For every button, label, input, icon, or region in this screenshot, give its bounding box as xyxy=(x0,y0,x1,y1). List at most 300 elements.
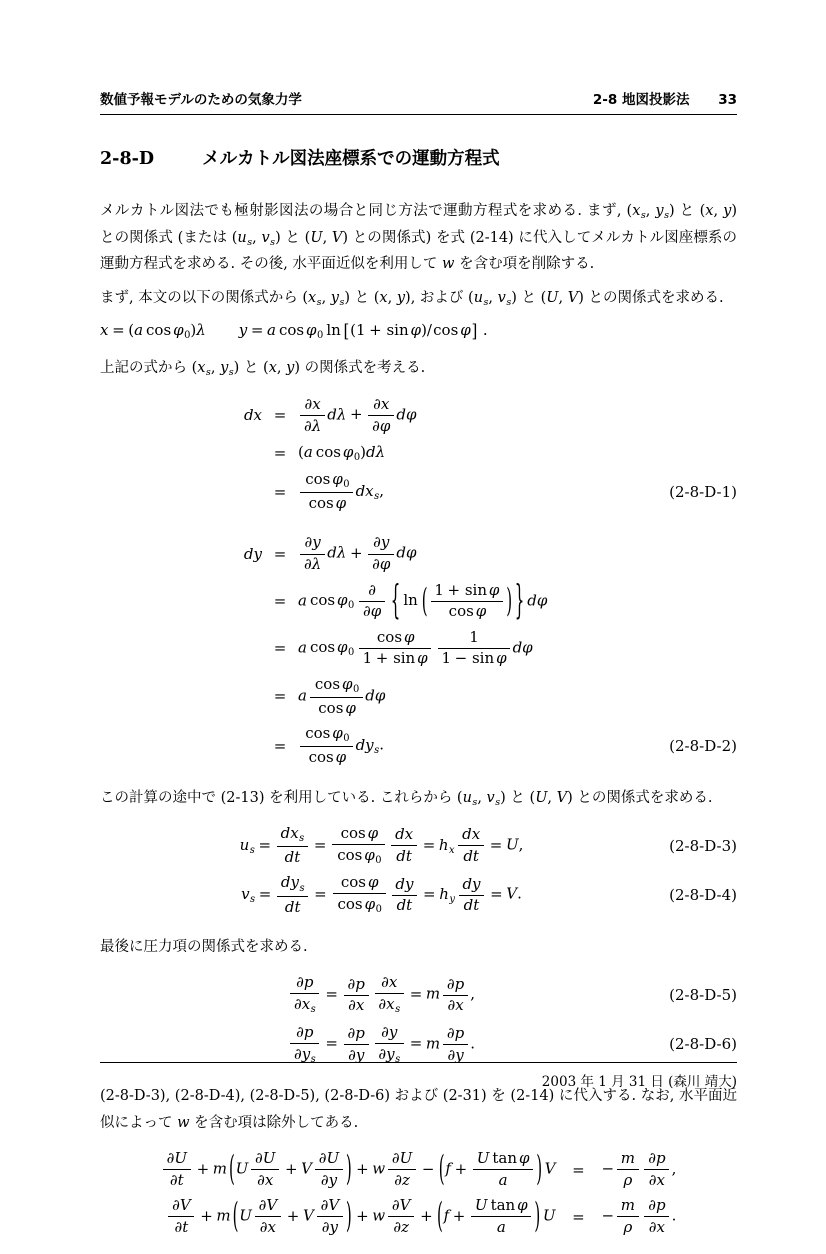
math-var-base: φ xyxy=(337,638,348,657)
math-denominator xyxy=(471,1217,531,1236)
math-var-base: φ xyxy=(332,724,343,743)
math-text: . xyxy=(478,321,488,340)
math-subscript: s xyxy=(205,367,211,379)
math-var: ∂y xyxy=(373,533,390,552)
math-denominator xyxy=(163,1170,191,1189)
math-var xyxy=(463,790,478,806)
math-var: φ xyxy=(335,748,347,767)
equation-number: (2-8-D-2) xyxy=(669,736,737,755)
math-var: ∂φ xyxy=(372,555,391,574)
equation-lhs xyxy=(100,467,262,516)
math-text: . xyxy=(379,735,384,754)
math-var: U xyxy=(474,1196,488,1215)
math-numerator xyxy=(368,396,394,416)
math-var: ∂U xyxy=(254,1149,276,1168)
math-text: ) との関係式) を式 (2-14) に代入してメルカトル図座標系の運動方程式を求める. その後, 水平面近似を利用して xyxy=(100,229,738,273)
equation-relation: = xyxy=(273,687,287,706)
math-text: , xyxy=(387,289,397,306)
math-var: dt xyxy=(284,897,301,916)
math-var: w xyxy=(372,1206,386,1225)
equation-array xyxy=(100,392,737,517)
math-operator: = xyxy=(325,985,338,1004)
math-text: , xyxy=(322,229,332,246)
math-numerator xyxy=(375,974,404,994)
math-denominator xyxy=(300,416,325,435)
math-subscript: 0 xyxy=(317,330,324,342)
math-var: ∂V xyxy=(172,1196,191,1215)
equation-pressure xyxy=(100,970,737,1069)
math-function: cos xyxy=(278,321,305,340)
math-numerator xyxy=(473,1150,533,1170)
equation-body xyxy=(100,821,663,870)
math-var: a xyxy=(303,442,313,461)
math-var: a xyxy=(298,638,307,657)
math-text: )/ xyxy=(421,321,432,340)
math-operator: + xyxy=(375,649,389,668)
math-fraction xyxy=(459,876,485,915)
math-var: a xyxy=(267,321,276,340)
math-subscript: 0 xyxy=(375,904,382,916)
math-subscript: 0 xyxy=(343,733,350,745)
math-function: cos xyxy=(308,494,334,513)
equation-row xyxy=(100,578,737,625)
math-fraction xyxy=(359,582,385,621)
math-fraction xyxy=(644,1197,669,1236)
math-text: . xyxy=(671,1206,677,1225)
math-numerator xyxy=(368,534,394,554)
math-operator: − xyxy=(421,1159,435,1178)
math-text: ) と ( xyxy=(669,203,706,219)
math-denominator xyxy=(473,1170,533,1189)
math-operator: − xyxy=(454,649,468,668)
math-numerator xyxy=(290,974,319,994)
math-denominator xyxy=(251,1170,279,1189)
math-var: ∂p xyxy=(347,1023,365,1042)
math-var xyxy=(220,360,234,379)
math-var xyxy=(332,724,350,745)
math-var: ∂x xyxy=(381,973,398,992)
math-var: ∂V xyxy=(391,1196,411,1215)
math-var: ∂p xyxy=(446,974,465,993)
math-subscript: 0 xyxy=(352,683,360,695)
math-numerator xyxy=(163,1150,191,1170)
header-section-label: 2-8 地図投影法 xyxy=(592,92,690,108)
math-var: x xyxy=(705,203,714,219)
math-var-base: dy xyxy=(355,735,374,754)
equation-row xyxy=(100,625,737,672)
math-denominator xyxy=(375,994,404,1015)
math-var: φ xyxy=(367,824,379,843)
math-var-base: x xyxy=(307,289,317,306)
math-fraction xyxy=(333,874,386,915)
math-numerator xyxy=(344,1025,369,1045)
math-function: cos xyxy=(433,321,459,340)
math-numerator xyxy=(300,534,325,554)
math-var-base: v xyxy=(486,789,495,806)
math-operator: + xyxy=(454,1159,468,1178)
math-fraction xyxy=(255,1197,281,1236)
math-subscript: s xyxy=(640,210,646,222)
math-denominator xyxy=(277,897,308,916)
math-var: ∂p xyxy=(347,974,365,993)
math-var: V xyxy=(556,789,568,806)
math-delimiter: } xyxy=(514,576,525,624)
math-var: U xyxy=(235,1159,249,1178)
math-var-base: φ xyxy=(306,321,317,340)
math-numerator xyxy=(443,1025,468,1045)
equation-row xyxy=(100,970,737,1019)
math-var: U xyxy=(310,229,323,246)
math-subscript: y xyxy=(449,894,455,906)
math-text: , xyxy=(210,360,221,377)
math-text: ) と ( xyxy=(233,360,269,377)
math-denominator xyxy=(168,1217,194,1236)
equation-dy xyxy=(100,530,737,770)
math-numerator xyxy=(251,1150,279,1170)
equation-relation: = xyxy=(572,1207,585,1226)
equation-number xyxy=(663,530,737,577)
math-denominator xyxy=(332,845,385,866)
math-var: V xyxy=(506,885,518,904)
math-text: . xyxy=(470,1034,476,1053)
equation-array xyxy=(100,821,737,920)
equation-number: (2-8-D-6) xyxy=(669,1035,737,1054)
paragraph-intro xyxy=(100,198,737,278)
math-var xyxy=(240,836,255,854)
math-delimiter: ( xyxy=(438,1147,445,1190)
equation-array xyxy=(161,1146,677,1240)
math-var: ∂φ xyxy=(363,602,382,621)
math-fraction xyxy=(443,976,468,1015)
math-denominator xyxy=(458,846,484,865)
math-var-base: y xyxy=(655,203,664,219)
math-var: ∂y xyxy=(304,533,321,552)
math-subscript: s xyxy=(228,367,234,379)
math-denominator xyxy=(388,1170,416,1189)
math-var: dφ xyxy=(396,544,417,562)
equation-row xyxy=(100,439,737,467)
math-fraction xyxy=(300,725,353,766)
math-var: f xyxy=(443,1206,450,1225)
math-subscript: 0 xyxy=(353,452,361,464)
math-var: ∂p xyxy=(446,1023,465,1042)
math-fraction xyxy=(168,1197,194,1236)
equation-rhs xyxy=(298,625,663,672)
equation-relation: = xyxy=(572,1160,585,1179)
math-subscript: 0 xyxy=(348,647,355,659)
equation-row xyxy=(161,1193,677,1240)
paragraph-relations xyxy=(100,285,737,312)
math-subscript: s xyxy=(249,844,255,856)
math-text: を含む項は除外してある. xyxy=(189,1114,359,1131)
math-operator: = xyxy=(325,1034,338,1053)
paragraph-substitute xyxy=(100,1083,737,1136)
math-var: V xyxy=(567,289,579,306)
math-delimiter: ( xyxy=(232,1194,239,1237)
math-fraction xyxy=(251,1150,279,1189)
math-subscript: s xyxy=(250,894,256,906)
math-var xyxy=(342,442,361,464)
equation-rhs xyxy=(298,392,663,439)
math-var: ∂y xyxy=(447,1045,464,1064)
math-var: ∂z xyxy=(393,1218,409,1237)
math-var xyxy=(308,290,322,306)
math-operator: = xyxy=(422,835,436,854)
math-var xyxy=(173,321,191,342)
math-fraction xyxy=(310,676,363,717)
equation-us-vs xyxy=(100,821,737,920)
math-var: dλ xyxy=(327,544,347,562)
math-var xyxy=(241,885,256,906)
math-operator: = xyxy=(409,985,423,1004)
math-text: − xyxy=(601,1206,615,1225)
math-operator: = xyxy=(490,885,503,904)
page-footer xyxy=(100,1062,737,1090)
math-var xyxy=(655,203,669,222)
math-var: φ xyxy=(403,627,415,646)
math-text: ) との関係式を求める. xyxy=(567,789,713,806)
math-var-base: h xyxy=(438,835,449,854)
math-function: tan xyxy=(492,1149,518,1168)
math-var: x xyxy=(268,360,277,377)
math-numerator xyxy=(255,1197,281,1217)
math-var xyxy=(439,885,455,906)
equation-dx xyxy=(100,392,737,517)
math-var-base: u xyxy=(473,289,484,306)
math-var-base: y xyxy=(330,289,339,306)
math-subscript: s xyxy=(270,236,276,248)
math-var: dx xyxy=(462,825,481,844)
math-text: , xyxy=(276,360,287,377)
math-var-base: ∂y xyxy=(378,1044,395,1063)
math-fraction xyxy=(375,974,404,1015)
math-var: V xyxy=(544,1159,556,1178)
math-fraction xyxy=(163,1150,191,1189)
math-var: dy xyxy=(243,545,262,563)
math-var: m xyxy=(216,1206,231,1225)
math-var xyxy=(294,1045,316,1063)
math-var: ∂V xyxy=(258,1196,278,1215)
header-left-title: 数値予報モデルのための気象力学 xyxy=(100,92,302,108)
equation-body xyxy=(100,870,663,919)
math-operator: + xyxy=(356,1206,369,1225)
math-subscript: s xyxy=(472,796,478,808)
math-var: y xyxy=(286,360,295,377)
math-var: U xyxy=(535,789,548,806)
math-subscript: s xyxy=(374,744,380,756)
math-var: w xyxy=(442,256,455,273)
math-var: m xyxy=(620,1196,636,1215)
math-var: U xyxy=(476,1149,490,1168)
math-operator: = xyxy=(258,835,272,854)
math-denominator xyxy=(392,896,418,915)
math-subscript: 0 xyxy=(343,479,350,491)
math-operator: = xyxy=(314,885,327,904)
math-var: a xyxy=(496,1218,506,1237)
math-operator: = xyxy=(250,321,264,340)
math-text: 最後に圧力項の関係式を求める. xyxy=(100,938,308,955)
math-text: , xyxy=(477,789,487,806)
math-var xyxy=(474,290,489,306)
math-text: , xyxy=(488,289,498,306)
math-numerator xyxy=(333,874,386,894)
equation-number: (2-8-D-5) xyxy=(669,986,737,1005)
equation-array xyxy=(100,530,737,770)
math-subscript: s xyxy=(310,1053,316,1065)
math-numerator xyxy=(391,826,417,846)
math-var: ∂V xyxy=(320,1196,340,1215)
math-operator: + xyxy=(452,1206,466,1225)
math-fraction xyxy=(290,974,319,1015)
math-var-base: x xyxy=(632,203,641,219)
math-numerator xyxy=(277,874,308,896)
equation-number xyxy=(663,672,737,721)
math-var xyxy=(439,836,455,854)
math-fraction xyxy=(300,396,325,435)
math-fraction xyxy=(375,1024,404,1065)
equation-number xyxy=(663,578,737,625)
math-var-base: ∂x xyxy=(378,995,395,1014)
math-text: 上記の式から ( xyxy=(100,360,198,377)
math-var: ∂p xyxy=(648,1196,666,1215)
math-var: dλ xyxy=(366,442,386,461)
math-var: V xyxy=(301,1159,312,1178)
math-var xyxy=(280,873,305,894)
math-subscript: s xyxy=(374,490,380,502)
math-text: ( xyxy=(298,442,304,461)
math-var: ∂x xyxy=(348,996,365,1015)
math-numerator xyxy=(168,1197,194,1217)
math-var xyxy=(293,995,316,1016)
math-fraction xyxy=(359,629,432,668)
math-var: ∂y xyxy=(348,1045,365,1064)
math-denominator xyxy=(388,1217,414,1236)
math-var: ∂U xyxy=(166,1149,188,1168)
math-var: ∂U xyxy=(391,1149,413,1168)
math-denominator xyxy=(368,555,394,574)
math-var: φ xyxy=(335,494,347,513)
math-function: sin xyxy=(471,649,495,668)
math-numerator xyxy=(392,876,418,896)
math-var: U xyxy=(505,835,519,854)
equation-rhs xyxy=(298,530,663,577)
math-function: cos xyxy=(309,591,336,610)
math-operator: + xyxy=(196,1159,210,1178)
math-var: ∂z xyxy=(394,1171,410,1190)
math-delimiter: { xyxy=(390,576,401,624)
math-var xyxy=(364,845,382,867)
math-function: ln xyxy=(403,591,418,610)
math-fraction xyxy=(473,1150,533,1189)
math-var: ∂λ xyxy=(304,555,322,574)
math-subscript: s xyxy=(495,796,501,808)
math-fraction xyxy=(290,1024,319,1065)
math-numerator xyxy=(458,826,484,846)
math-var-base: u xyxy=(239,835,250,854)
math-numerator xyxy=(471,1197,531,1217)
math-text: 1 xyxy=(441,649,452,668)
math-var: dt xyxy=(463,896,480,915)
math-function: cos xyxy=(376,627,403,646)
math-denominator xyxy=(644,1170,669,1189)
math-var-base: φ xyxy=(337,591,348,610)
paragraph-consider xyxy=(100,355,737,382)
math-var: x xyxy=(100,321,109,340)
math-text: (1 xyxy=(350,321,366,340)
math-var xyxy=(378,995,401,1016)
equation-array xyxy=(100,970,737,1069)
math-var: y xyxy=(723,203,732,219)
math-function: sin xyxy=(386,321,409,340)
math-fraction xyxy=(644,1150,669,1189)
math-var: φ xyxy=(518,1149,530,1168)
math-denominator xyxy=(438,649,511,668)
math-denominator xyxy=(431,602,504,621)
math-subscript: 0 xyxy=(375,855,382,867)
math-delimiter: ) xyxy=(506,580,513,620)
math-var: w xyxy=(372,1159,386,1178)
equation-row xyxy=(100,870,737,919)
math-denominator xyxy=(277,847,308,866)
math-denominator xyxy=(344,996,369,1015)
page-header xyxy=(100,0,737,115)
math-operator: + xyxy=(349,544,363,562)
math-fraction xyxy=(617,1150,639,1189)
equation-relation: = xyxy=(273,545,287,563)
equation-number: (2-8-D-3) xyxy=(669,836,737,855)
equation-relation: = xyxy=(273,443,287,462)
math-text: . xyxy=(517,885,522,904)
math-operator: + xyxy=(284,1159,298,1178)
math-text: ) との関係式 (または ( xyxy=(100,203,737,246)
math-var xyxy=(337,591,355,612)
math-fraction xyxy=(317,1197,343,1236)
math-function: cos xyxy=(340,824,366,843)
equation-number xyxy=(663,392,737,439)
math-var-base: ∂y xyxy=(293,1044,311,1063)
math-var: dφ xyxy=(365,686,386,705)
math-var: ∂x xyxy=(259,1218,277,1237)
math-text: を含む項を削除する. xyxy=(454,256,595,273)
math-text: ) と ( xyxy=(511,289,547,306)
math-numerator xyxy=(375,1024,404,1044)
math-var: φ xyxy=(410,321,422,340)
math-fraction xyxy=(388,1150,416,1189)
math-text: 1 xyxy=(469,627,479,646)
equation-lhs xyxy=(100,578,262,625)
math-numerator xyxy=(617,1150,639,1170)
math-delimiter: ( xyxy=(436,1194,443,1237)
math-fraction xyxy=(392,876,418,915)
math-var: ∂U xyxy=(318,1149,340,1168)
math-var: ∂t xyxy=(169,1171,184,1190)
math-numerator xyxy=(438,629,511,649)
math-numerator xyxy=(431,582,504,602)
math-subscript: s xyxy=(299,882,305,894)
math-var xyxy=(261,230,275,246)
math-var xyxy=(280,824,305,845)
math-denominator xyxy=(310,698,363,717)
math-var xyxy=(337,638,355,659)
math-var xyxy=(342,675,359,693)
math-var: m xyxy=(212,1159,228,1178)
math-denominator xyxy=(255,1217,281,1236)
math-operator: + xyxy=(286,1206,300,1225)
equation-lhs xyxy=(100,721,262,770)
math-var: ∂x xyxy=(304,394,321,413)
equation-line xyxy=(100,319,488,342)
math-var-base: dx xyxy=(280,824,299,843)
